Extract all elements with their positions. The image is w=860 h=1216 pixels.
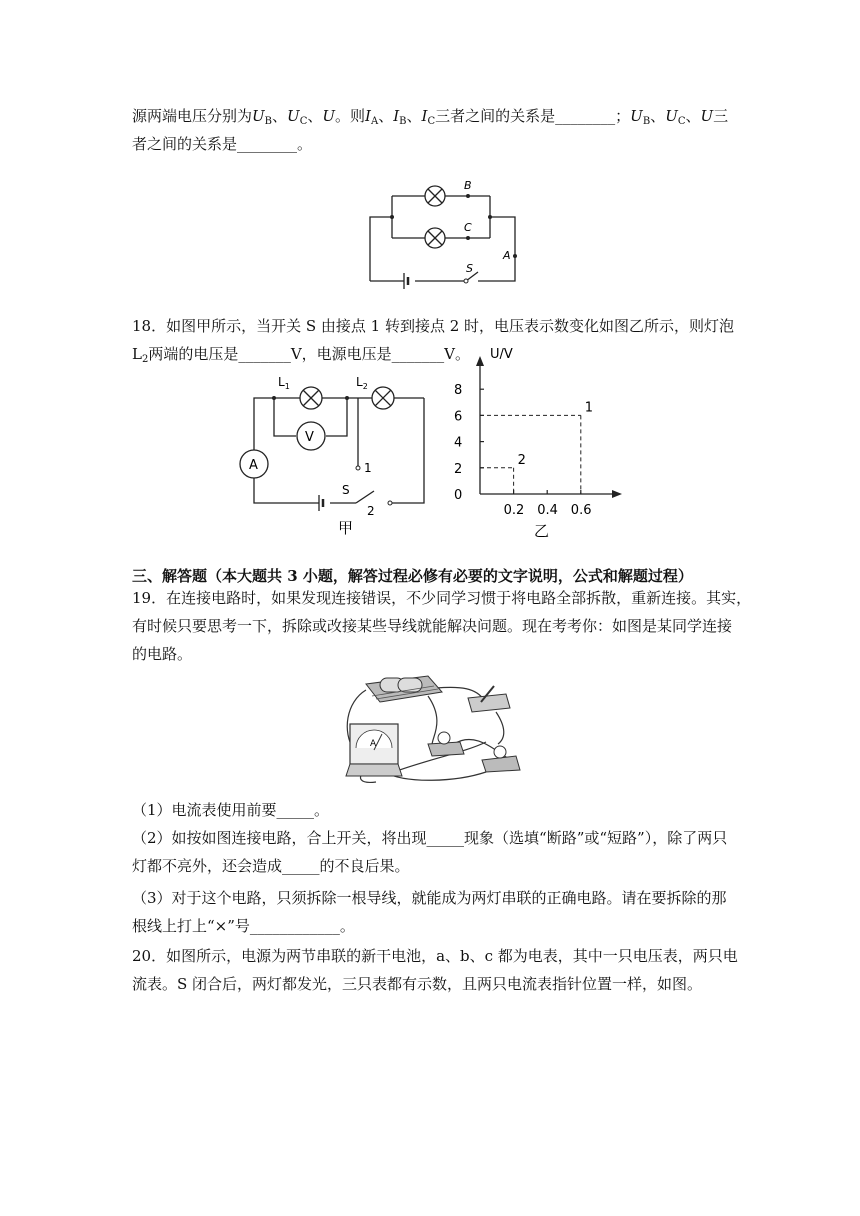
q17-text-b: 。则 xyxy=(335,107,366,125)
q19-part-3a: （3）对于这个电路，只须拆除一根导线，就能成为两灯串联的正确电路。请在要拆除的那 xyxy=(132,889,727,907)
sep: 、 xyxy=(307,107,323,125)
var-IA: I xyxy=(365,107,371,125)
sub-UC: C xyxy=(677,116,686,127)
caption-yi: 乙 xyxy=(534,522,550,540)
var-U: U xyxy=(700,107,714,125)
lamp-B xyxy=(425,186,445,206)
q18-circuit-diagram xyxy=(232,370,442,540)
caption-jia: 甲 xyxy=(338,519,354,537)
q18-line-2-rest: 两端的电压是_______V，电源电压是_______V。 xyxy=(148,345,471,363)
q17-line-1 xyxy=(132,106,728,132)
sub-UB: B xyxy=(642,116,651,127)
q20-line-2: 流表。S 闭合后，两灯都发光，三只表都有示数，且两只电流表指针位置一样，如图。 xyxy=(132,975,703,993)
q17-circuit-diagram xyxy=(360,176,530,296)
q19-line-1: 19．在连接电路时，如果发现连接错误，不少同学习惯于将电路全部拆散，重新连接。其实， xyxy=(132,589,752,607)
point-label-2: 2 xyxy=(517,452,526,468)
lamp-holder-1 xyxy=(428,732,464,756)
y-tick-label: 0 xyxy=(454,488,463,503)
switch xyxy=(468,686,510,712)
sub-UC: C xyxy=(299,116,308,127)
q19-line-3: 的电路。 xyxy=(132,645,193,663)
sub-IA: A xyxy=(370,116,379,127)
q19-part-2b: 灯都不亮外，还会造成_____的不良后果。 xyxy=(132,857,410,875)
ammeter-label: A xyxy=(249,458,258,473)
q19-part-2a: （2）如按如图连接电路，合上开关，将出现_____现象（选填“断路”或“短路”），除了两只 xyxy=(132,829,728,847)
label-L2: $L_2$ xyxy=(356,375,368,391)
q19-circuit-photo xyxy=(336,672,526,788)
q20-line-1: 20．如图所示，电源为两节串联的新干电池，a、b、c 都为电表，其中一只电压表，两只电 xyxy=(132,947,738,965)
lamp-L2 xyxy=(372,387,394,409)
label-A: A xyxy=(503,249,511,262)
sep: 、 xyxy=(650,107,666,125)
x-tick-label: 0.2 xyxy=(503,503,525,518)
var-UB: U xyxy=(252,107,265,125)
y-tick-label: 2 xyxy=(454,461,463,477)
q17-line-2: 者之间的关系是________。 xyxy=(132,135,313,153)
var-L2: L xyxy=(132,345,142,363)
x-tick-label: 0.6 xyxy=(570,503,592,518)
var-UB: U xyxy=(630,107,643,125)
point-label-1: 1 xyxy=(584,400,594,416)
sub-UB: B xyxy=(264,116,273,127)
label-L1: $L_1$ xyxy=(278,375,290,391)
y-tick-label: 8 xyxy=(454,383,463,399)
q17-text-a: 源两端电压分别为 xyxy=(132,107,253,125)
ammeter-device-label: A xyxy=(370,739,377,749)
label-S: S xyxy=(342,483,350,497)
q17-text-c: 三者之间的关系是________； xyxy=(435,107,631,125)
q18-voltage-chart xyxy=(440,340,630,545)
q17-text-d: 三 xyxy=(713,107,729,125)
y-tick-label: 4 xyxy=(454,435,463,451)
lamp-holder-2 xyxy=(482,746,520,772)
var-UC: U xyxy=(287,107,300,125)
sub-IC: C xyxy=(427,116,436,127)
q18-line-2 xyxy=(132,344,470,370)
chart-ylabel: U/V xyxy=(490,347,513,362)
label-C: C xyxy=(464,221,472,234)
sep: 、 xyxy=(272,107,288,125)
sub-IB: B xyxy=(399,116,407,127)
lamp-L1 xyxy=(300,387,322,409)
ammeter-device xyxy=(346,724,402,776)
q19-line-2: 有时候只要思考一下，拆除或改接某些导线就能解决问题。现在考考你：如图是某同学连接 xyxy=(132,617,733,635)
var-IC: I xyxy=(421,107,428,125)
y-tick-label: 6 xyxy=(454,409,463,425)
label-point-2: 2 xyxy=(367,504,375,518)
var-IB: I xyxy=(393,107,400,125)
lamp-C xyxy=(425,228,445,248)
q19-part-3b: 根线上打上“×”号____________。 xyxy=(132,917,355,935)
var-U: U xyxy=(322,107,336,125)
sep: 、 xyxy=(685,107,701,125)
label-S: S xyxy=(466,262,473,275)
voltmeter-label: V xyxy=(305,430,314,445)
sep: 、 xyxy=(378,107,394,125)
sub-L2: 2 xyxy=(141,354,149,365)
battery-holder xyxy=(366,676,442,702)
section-3-heading: 三、解答题（本大题共 3 小题，解答过程必修有必要的文字说明，公式和解题过程） xyxy=(132,567,693,585)
q19-part-1: （1）电流表使用前要_____。 xyxy=(132,801,330,819)
label-B: B xyxy=(464,179,472,192)
x-tick-label: 0.4 xyxy=(537,503,558,518)
sep: 、 xyxy=(406,107,422,125)
var-UC: U xyxy=(665,107,678,125)
label-point-1: 1 xyxy=(364,461,372,475)
q18-line-1: 18．如图甲所示，当开关 S 由接点 1 转到接点 2 时，电压表示数变化如图乙所示，则灯泡 xyxy=(132,317,735,335)
